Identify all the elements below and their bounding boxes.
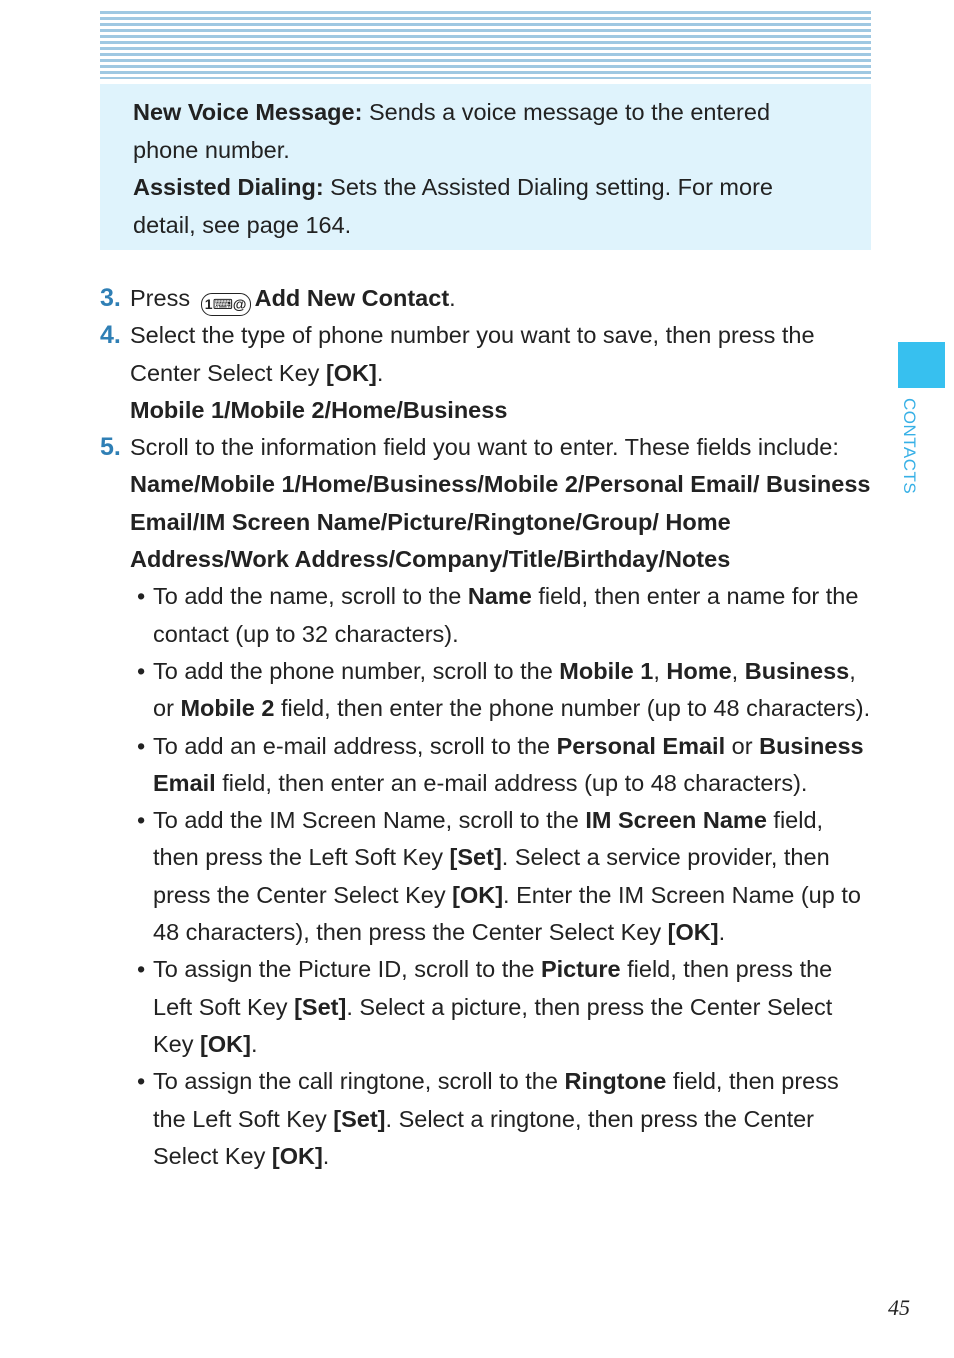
- info-item-new-voice-message: New Voice Message: Sends a voice message to the entered phone number.: [133, 99, 771, 163]
- header-stripes: [100, 11, 871, 79]
- section-tab: [898, 342, 945, 388]
- voicemail-key-icon: 1⌨@: [201, 293, 251, 316]
- bullet-im-screen-name: • To add the IM Screen Name, scroll to the IM Screen Name field, then press the Left Soft Key [Set]. Select a service provider, then press the Center Select Key [OK]. Enter the IM Screen Name (up to 48 characters), then press the Center Select Key [OK].: [137, 807, 861, 946]
- bullet-picture: • To assign the Picture ID, scroll to the Picture field, then press the Left Soft Key [Set]. Select a picture, then press the Center Select Key [OK].: [137, 956, 833, 1057]
- page-number: 45: [888, 1295, 910, 1320]
- bullet-email: • To add an e-mail address, scroll to the Personal Email or Business Email field, then enter an e-mail address (up to 48 characters).: [137, 732, 864, 796]
- step-number: 5.: [100, 433, 121, 462]
- bullet-name: • To add the name, scroll to the Name field, then enter a name for the contact (up to 32 characters).: [137, 583, 859, 647]
- bullet-phone-number: • To add the phone number, scroll to the Mobile 1, Home, Business, or Mobile 2 field, then enter the phone number (up to 48 characters).: [137, 657, 871, 722]
- bullet-ringtone: • To assign the call ringtone, scroll to the Ringtone field, then press the Left Soft Key [Set]. Select a ringtone, then press the Center Select Key [OK].: [137, 1068, 839, 1169]
- step-3: 3. Press 1⌨@ Add New Contact.: [100, 280, 872, 317]
- phone-type-options: Mobile 1/Mobile 2/Home/Business: [130, 396, 508, 423]
- step-number: 3.: [100, 284, 121, 312]
- main-content: [100, 280, 872, 1175]
- info-box: [100, 84, 871, 250]
- step-4: 4. Select the type of phone number you want to save, then press the Center Select Key [OK].: [100, 317, 872, 392]
- section-tab-label: CONTACTS: [900, 398, 919, 495]
- contact-fields-list: Name/Mobile 1/Home/Business/Mobile 2/Personal Email/ Business Email/IM Screen Name/Picture/Ringtone/Group/ Home Address/Work Address/Company/Title/Birthday/Notes: [130, 471, 871, 573]
- info-item-assisted-dialing: Assisted Dialing: Sets the Assisted Dialing setting. For more detail, see page 164.: [133, 174, 773, 238]
- step-number: 4.: [100, 321, 121, 350]
- step-5: 5. Scroll to the information field you want to enter. These fields include:: [100, 429, 872, 466]
